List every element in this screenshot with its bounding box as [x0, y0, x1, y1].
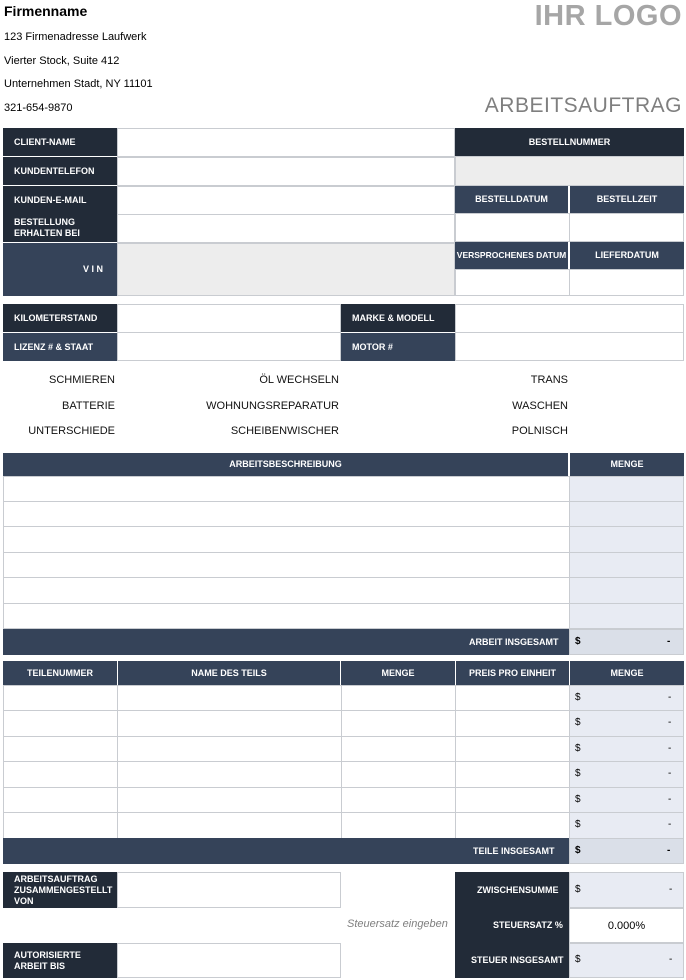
labor-table	[3, 453, 684, 655]
part-quantity-cell[interactable]	[341, 685, 456, 711]
unit-price-cell[interactable]	[455, 710, 570, 737]
labor-row-quantity[interactable]	[569, 476, 684, 502]
labor-quantity-header: MENGE	[570, 453, 684, 476]
part-amount-header: MENGE	[570, 661, 684, 685]
compiled-by-field[interactable]	[117, 872, 341, 908]
labor-row[interactable]	[3, 526, 570, 553]
part-amount-currency: $	[575, 743, 581, 754]
tax-rate-hint: Steuersatz eingeben	[347, 918, 448, 930]
labor-total-currency: $	[575, 636, 581, 647]
license-field[interactable]	[117, 332, 341, 361]
part-amount-currency: $	[575, 794, 581, 805]
client-name-field[interactable]	[117, 128, 455, 157]
promised-date-field[interactable]	[455, 269, 570, 296]
part-number-cell[interactable]	[3, 710, 118, 737]
parts-table	[3, 661, 684, 864]
client-email-label: KUNDEN-E-MAIL	[3, 186, 117, 214]
service-oil-change[interactable]: ÖL WECHSELN	[259, 374, 339, 386]
part-number-cell[interactable]	[3, 761, 118, 788]
delivery-date-field[interactable]	[569, 269, 684, 296]
part-amount-value: -	[668, 819, 672, 830]
part-amount-cell	[569, 710, 684, 737]
service-transmission[interactable]: TRANS	[530, 374, 568, 386]
part-amount-currency: $	[575, 692, 581, 703]
labor-row[interactable]	[3, 603, 570, 629]
part-quantity-cell[interactable]	[341, 736, 456, 762]
company-address-line2: Vierter Stock, Suite 412	[4, 55, 120, 67]
tax-total-label: STEUER INSGESAMT	[455, 943, 569, 978]
vehicle-section	[3, 304, 684, 361]
part-amount-currency: $	[575, 819, 581, 830]
part-name-cell[interactable]	[117, 710, 342, 737]
part-quantity-cell[interactable]	[341, 812, 456, 839]
unit-price-cell[interactable]	[455, 761, 570, 788]
labor-total-label: ARBEIT INSGESAMT	[469, 636, 559, 647]
parts-total-label: TEILE INSGESAMT	[473, 845, 555, 856]
engine-label: MOTOR #	[341, 333, 455, 361]
labor-row[interactable]	[3, 476, 570, 502]
order-time-field[interactable]	[569, 213, 684, 242]
part-number-cell[interactable]	[3, 787, 118, 813]
part-name-header: NAME DES TEILS	[118, 661, 340, 685]
order-received-field[interactable]	[117, 214, 455, 243]
delivery-date-label: LIEFERDATUM	[570, 242, 684, 269]
tax-total-currency: $	[575, 954, 581, 965]
part-amount-value: -	[668, 743, 672, 754]
authorized-label: AUTORISIERTE ARBEIT BIS	[3, 943, 117, 978]
part-name-cell[interactable]	[117, 787, 342, 813]
subtotal-value: -	[669, 884, 673, 895]
tax-rate-label: STEUERSATZ %	[455, 908, 569, 943]
company-address-line1: 123 Firmenadresse Laufwerk	[4, 31, 147, 43]
vin-field[interactable]	[117, 243, 455, 296]
part-name-cell[interactable]	[117, 685, 342, 711]
unit-price-cell[interactable]	[455, 812, 570, 839]
client-email-field[interactable]	[117, 186, 455, 215]
tax-total-value: -	[669, 954, 673, 965]
service-wipers[interactable]: SCHEIBENWISCHER	[230, 425, 339, 437]
mileage-field[interactable]	[117, 304, 341, 333]
part-number-cell[interactable]	[3, 685, 118, 711]
subtotal-currency: $	[575, 884, 581, 895]
engine-field[interactable]	[455, 332, 684, 361]
part-amount-value: -	[668, 692, 672, 703]
tax-rate-field[interactable]: 0.000%	[569, 908, 684, 943]
client-name-label: CLIENT-NAME	[3, 128, 117, 156]
service-polish[interactable]: POLNISCH	[511, 425, 568, 437]
order-received-label: BESTELLUNG ERHALTEN BEI	[3, 214, 117, 242]
part-quantity-cell[interactable]	[341, 761, 456, 788]
service-wash[interactable]: WASCHEN	[512, 400, 568, 412]
order-number-field[interactable]	[455, 156, 684, 186]
order-date-field[interactable]	[455, 213, 570, 242]
document-title: ARBEITSAUFTRAG	[484, 94, 682, 117]
part-name-cell[interactable]	[117, 761, 342, 788]
unit-price-cell[interactable]	[455, 685, 570, 711]
labor-row-quantity[interactable]	[569, 552, 684, 578]
part-amount-value: -	[668, 768, 672, 779]
company-phone: 321-654-9870	[4, 102, 73, 114]
part-amount-currency: $	[575, 717, 581, 728]
parts-total-currency: $	[575, 845, 581, 856]
part-name-cell[interactable]	[117, 736, 342, 762]
service-battery[interactable]: BATTERIE	[62, 400, 115, 412]
part-amount-cell	[569, 736, 684, 762]
mileage-label: KILOMETERSTAND	[3, 304, 117, 332]
vin-label: V I N	[3, 243, 117, 296]
labor-row[interactable]	[3, 501, 570, 527]
client-phone-label: KUNDENTELEFON	[3, 157, 117, 185]
service-flat-repair[interactable]: WOHNUNGSREPARATUR	[206, 400, 339, 412]
client-phone-field[interactable]	[117, 157, 455, 186]
part-amount-currency: $	[575, 768, 581, 779]
part-quantity-cell[interactable]	[341, 710, 456, 737]
part-amount-cell	[569, 787, 684, 813]
company-address-line3: Unternehmen Stadt, NY 11101	[4, 78, 153, 90]
labor-description-header: ARBEITSBESCHREIBUNG	[3, 453, 568, 476]
tax-total-field	[569, 943, 684, 978]
part-name-cell[interactable]	[117, 812, 342, 839]
labor-row-quantity[interactable]	[569, 577, 684, 604]
labor-row-quantity[interactable]	[569, 526, 684, 553]
unit-price-cell[interactable]	[455, 787, 570, 813]
service-differentials[interactable]: UNTERSCHIEDE	[28, 425, 115, 437]
part-amount-cell	[569, 685, 684, 711]
unit-price-cell[interactable]	[455, 736, 570, 762]
part-amount-value: -	[668, 717, 672, 728]
labor-total-value: -	[667, 636, 671, 647]
client-section	[3, 128, 684, 296]
license-label: LIZENZ # & STAAT	[3, 333, 117, 361]
part-amount-cell	[569, 812, 684, 839]
part-number-cell[interactable]	[3, 736, 118, 762]
company-name: Firmenname	[4, 3, 88, 19]
part-quantity-header: MENGE	[341, 661, 455, 685]
labor-row[interactable]	[3, 552, 570, 578]
part-amount-cell	[569, 761, 684, 788]
part-quantity-cell[interactable]	[341, 787, 456, 813]
make-model-label: MARKE & MODELL	[341, 304, 455, 332]
labor-row[interactable]	[3, 577, 570, 604]
order-date-label: BESTELLDATUM	[455, 186, 568, 213]
parts-total-value: -	[667, 845, 671, 856]
authorized-field[interactable]	[117, 943, 341, 978]
subtotal-field	[569, 872, 684, 908]
part-amount-value: -	[668, 794, 672, 805]
order-time-label: BESTELLZEIT	[570, 186, 684, 213]
order-number-label: BESTELLNUMMER	[455, 128, 684, 156]
make-model-field[interactable]	[455, 304, 684, 333]
subtotal-label: ZWISCHENSUMME	[455, 872, 569, 908]
labor-row-quantity[interactable]	[569, 603, 684, 629]
labor-row-quantity[interactable]	[569, 501, 684, 527]
promised-date-label: VERSPROCHENES DATUM	[455, 242, 568, 269]
part-number-header: TEILENUMMER	[3, 661, 117, 685]
unit-price-header: PREIS PRO EINHEIT	[456, 661, 569, 685]
service-lubricate[interactable]: SCHMIEREN	[48, 374, 115, 386]
compiled-by-label: ARBEITSAUFTRAG ZUSAMMENGESTELLT VON	[3, 872, 117, 908]
part-number-cell[interactable]	[3, 812, 118, 839]
logo-placeholder: IHR LOGO	[534, 0, 682, 32]
